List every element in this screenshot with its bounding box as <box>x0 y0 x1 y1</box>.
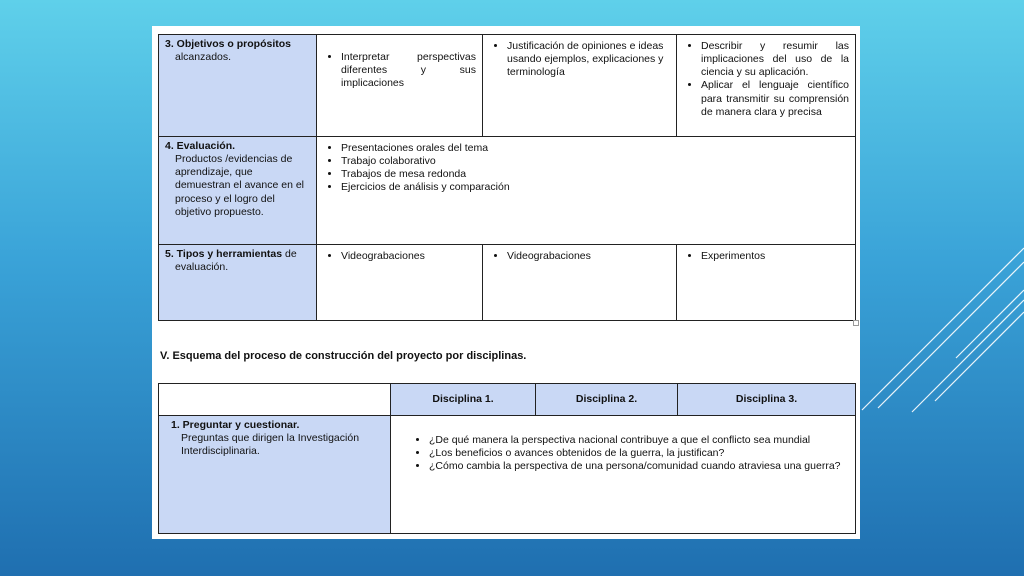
list-item: • Interpretar perspectivas diferentes y sus implicaciones <box>341 51 476 90</box>
label-sub: Preguntas que dirigen la Investigación Interdisciplinaria. <box>181 432 360 458</box>
disciplines-table <box>158 383 856 534</box>
list-item: • Videograbaciones <box>341 250 476 263</box>
list-item: • ¿Los beneficios o avances obtenidos de la guerra, la justifican? <box>429 447 849 460</box>
list-item: • Trabajo colaborativo <box>341 155 849 168</box>
list-item: • Justificación de opiniones e ideas usando ejemplos, explicaciones y terminología <box>507 40 670 79</box>
label-title: 4. Evaluación. <box>165 140 236 152</box>
label-evaluacion <box>159 137 317 245</box>
label-sub: Productos /evidencias de aprendizaje, que demuestran el avance en el proceso y el logro del objetivo propuesto. <box>175 153 304 218</box>
header-disciplina-1: Disciplina 1. <box>391 384 536 416</box>
objetivos-col-3 <box>677 35 856 137</box>
list-item: • ¿Cómo cambia la perspectiva de una persona/comunidad cuando atraviesa una guerra? <box>429 460 849 473</box>
header-blank <box>159 384 391 416</box>
tipos-col-3 <box>677 245 856 321</box>
label-sub: evaluación. <box>175 261 229 274</box>
label-title: 1. Preguntar y cuestionar. <box>171 419 300 431</box>
label-preguntar <box>159 416 391 534</box>
table-resize-handle <box>853 320 859 326</box>
label-objetivos <box>159 35 317 137</box>
label-title: 5. Tipos y herramientas de <box>165 248 297 260</box>
evaluacion-items <box>317 137 856 245</box>
objectives-table <box>158 34 856 321</box>
objetivos-col-2 <box>483 35 677 137</box>
objetivos-col-1 <box>317 35 483 137</box>
label-title: 3. Objetivos o propósitos <box>165 38 292 50</box>
section-title: V. Esquema del proceso de construcción del proyecto por disciplinas. <box>160 350 527 362</box>
header-disciplina-3: Disciplina 3. <box>678 384 856 416</box>
list-item: • Experimentos <box>701 250 849 263</box>
header-disciplina-2: Disciplina 2. <box>536 384 678 416</box>
label-sub: alcanzados. <box>175 51 232 64</box>
document-page <box>152 26 860 539</box>
list-item: • Videograbaciones <box>507 250 670 263</box>
list-item: • Presentaciones orales del tema <box>341 142 849 155</box>
list-item: • Describir y resumir las implicaciones del uso de la ciencia y su aplicación. <box>701 40 849 79</box>
tipos-col-2 <box>483 245 677 321</box>
list-item: • Aplicar el lenguaje científico para transmitir su comprensión de manera clara y precisa <box>701 79 849 118</box>
label-tipos <box>159 245 317 321</box>
preguntas-items <box>391 416 856 534</box>
list-item: • Ejercicios de análisis y comparación <box>341 181 849 194</box>
list-item: • ¿De qué manera la perspectiva nacional contribuye a que el conflicto sea mundial <box>429 434 849 447</box>
tipos-col-1 <box>317 245 483 321</box>
list-item: • Trabajos de mesa redonda <box>341 168 849 181</box>
